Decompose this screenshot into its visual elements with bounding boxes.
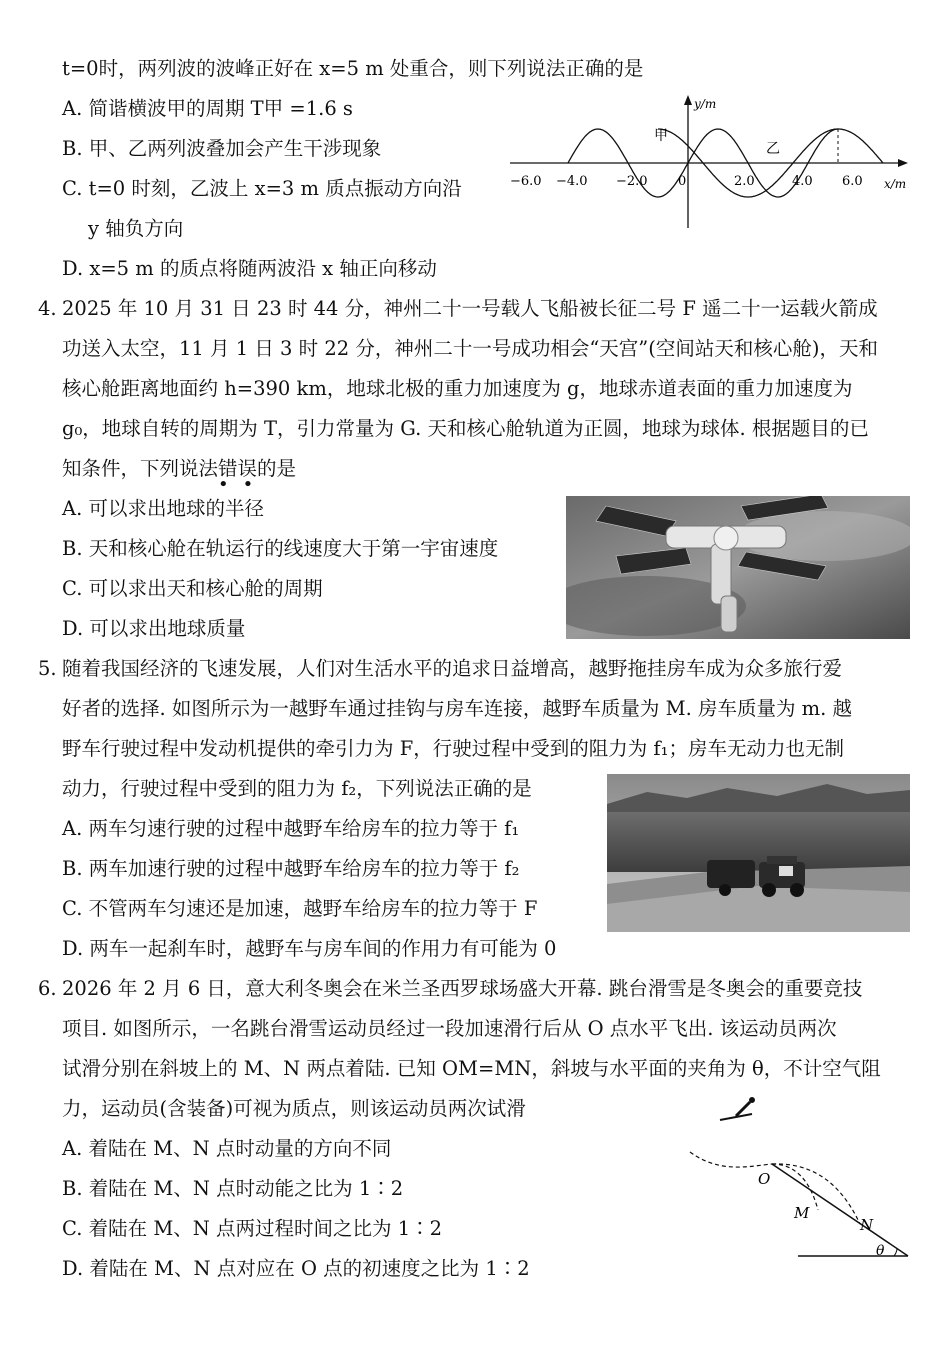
q5-option-a: A. 两车匀速行驶的过程中越野车给房车的拉力等于 f₁ xyxy=(62,817,520,840)
q5-stem-line: 好者的选择. 如图所示为一越野车通过挂钩与房车连接，越野车质量为 M. 房车质量为 m. 越 xyxy=(62,697,853,720)
q5-option-d: D. 两车一起刹车时，越野车与房车间的作用力有可能为 0 xyxy=(62,937,557,960)
q5-stem-line: 野车行驶过程中发动机提供的牵引力为 F，行驶过程中受到的阻力为 f₁；房车无动力也无制 xyxy=(62,737,844,760)
space-station-photo xyxy=(566,496,910,639)
angle-theta-label: θ xyxy=(876,1243,885,1259)
skier-icon xyxy=(720,1098,755,1121)
tick-label: 6.0 xyxy=(842,174,863,189)
origin-label: 0 xyxy=(678,174,687,189)
q6-stem-line: 试滑分别在斜坡上的 M、N 两点着陆. 已知 OM=MN，斜坡与水平面的夹角为 θ，不计空气阻 xyxy=(62,1057,881,1080)
tick-label: −4.0 xyxy=(556,174,588,189)
tick-label: 4.0 xyxy=(792,174,813,189)
point-m-label: M xyxy=(794,1204,810,1222)
q4-option-d: D. 可以求出地球质量 xyxy=(62,617,246,640)
q4-number: 4. xyxy=(38,297,57,320)
q6-stem-line: 2026 年 2 月 6 日，意大利冬奥会在米兰圣西罗球场盛大开幕. 跳台滑雪是冬奥会的重要竞技 xyxy=(62,977,863,1000)
x-axis-label: x/m xyxy=(884,177,907,191)
tick-label: −2.0 xyxy=(616,174,648,189)
q5-stem-line: 随着我国经济的飞速发展，人们对生活水平的追求日益增高，越野拖挂房车成为众多旅行爱 xyxy=(62,657,843,680)
q5-option-c: C. 不管两车匀速还是加速，越野车给房车的拉力等于 F xyxy=(62,897,538,920)
q6-number: 6. xyxy=(38,977,57,1000)
q4-stem-line: 核心舱距离地面约 h=390 km，地球北极的重力加速度为 g，地球赤道表面的重力加速度为 xyxy=(62,377,853,400)
q6-option-c: C. 着陆在 M、N 点两过程时间之比为 1∶2 xyxy=(62,1217,443,1240)
q4-option-a: A. 可以求出地球的半径 xyxy=(62,497,264,520)
ski-jump-diagram xyxy=(680,1092,912,1262)
point-n-label: N xyxy=(860,1216,874,1234)
q5-number: 5. xyxy=(38,657,57,680)
wave-graph xyxy=(508,92,914,232)
q3-option-b: B. 甲、乙两列波叠加会产生干涉现象 xyxy=(62,137,382,160)
q4-stem-line: 知条件，下列说法错误的是 xyxy=(62,457,297,480)
q4-stem-line: 功送入太空，11 月 1 日 3 时 22 分，神州二十一号成功相会“天宫”(空间站天和核心舱)，天和 xyxy=(62,337,878,360)
q3-option-c: C. t=0 时刻，乙波上 x=3 m 质点振动方向沿 xyxy=(62,177,462,200)
q4-stem-line: 2025 年 10 月 31 日 23 时 44 分，神州二十一号载人飞船被长征二号 F 遥二十一运载火箭成 xyxy=(62,297,878,320)
q4-option-c: C. 可以求出天和核心舱的周期 xyxy=(62,577,323,600)
q3-option-a: A. 简谐横波甲的周期 T甲 =1.6 s xyxy=(62,97,353,120)
q3-option-c-cont: y 轴负方向 xyxy=(88,217,184,240)
point-o-label: O xyxy=(758,1170,771,1188)
q5-option-b: B. 两车加速行驶的过程中越野车给房车的拉力等于 f₂ xyxy=(62,857,520,880)
q6-option-b: B. 着陆在 M、N 点时动能之比为 1∶2 xyxy=(62,1177,404,1200)
q6-stem-line: 项目. 如图所示，一名跳台滑雪运动员经过一段加速滑行后从 O 点水平飞出. 该运动员两次 xyxy=(62,1017,837,1040)
wave-jia-label: 甲 xyxy=(654,128,668,144)
q6-option-d: D. 着陆在 M、N 点对应在 O 点的初速度之比为 1∶2 xyxy=(62,1257,530,1280)
q5-stem-line: 动力，行驶过程中受到的阻力为 f₂，下列说法正确的是 xyxy=(62,777,532,800)
q3-option-d: D. x=5 m 的质点将随两波沿 x 轴正向移动 xyxy=(62,257,437,280)
q4-option-b: B. 天和核心舱在轨运行的线速度大于第一宇宙速度 xyxy=(62,537,499,560)
wave-yi-label: 乙 xyxy=(766,141,780,157)
q6-option-a: A. 着陆在 M、N 点时动量的方向不同 xyxy=(62,1137,392,1160)
q3-stem-line: t=0时，两列波的波峰正好在 x=5 m 处重合，则下列说法正确的是 xyxy=(62,57,644,80)
tick-label: 2.0 xyxy=(734,174,755,189)
q6-stem-line: 力，运动员(含装备)可视为质点，则该运动员两次试滑 xyxy=(62,1097,526,1120)
emphasis-dots: •• xyxy=(218,474,268,495)
tick-label: −6.0 xyxy=(510,174,542,189)
q4-stem-line: g₀，地球自转的周期为 T，引力常量为 G. 天和核心舱轨道为正圆，地球为球体. 根据题目的已 xyxy=(62,417,869,440)
y-axis-label: y/m xyxy=(694,97,717,111)
offroad-trailer-photo xyxy=(607,774,910,932)
